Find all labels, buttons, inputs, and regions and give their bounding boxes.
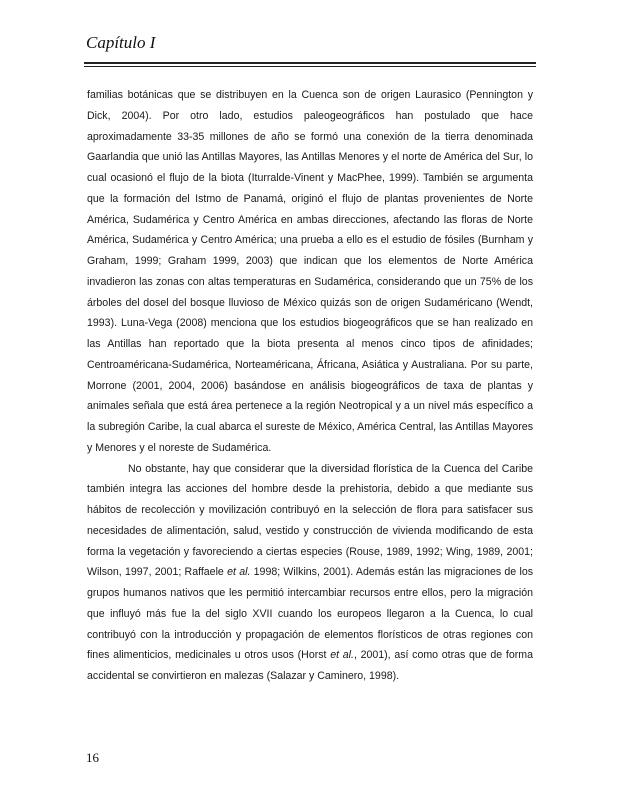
italic-run: et al. — [330, 649, 354, 662]
paragraph — [87, 85, 533, 459]
chapter-title: Capítulo I — [86, 33, 156, 52]
text-run: No obstante, hay que considerar que la diversidad florística de la Cuenca del Caribe también integra las acciones del hombre desde la prehistoria, debido a que mediante sus hábitos de recolección y movilización contribuyó en la selección de flora para satisfacer sus necesidades de alimentación, salud, vestido y construcción de vivienda modificando de esta forma la vegetación y favoreciendo a ciertas especies (Rouse, 1989, 1992; Wing, 1989, 2001; Wilson, 1997, 2001; Raffaele — [87, 462, 533, 579]
page-number: 16 — [86, 750, 99, 765]
header-rule-thin — [84, 66, 536, 67]
text-run: 1998; Wilkins, 2001). Además están las migraciones de los grupos humanos nativos que les permitió intercambiar recursos entre ellos, pero la migración que influyó más fue la del siglo XVII cuando los europeos llegaron a la Cuenca, lo cual contribuyó con la introducción y propagación de elementos florísticos de otras regiones con fines alimenticios, medicinales u otros usos (Horst — [87, 566, 534, 662]
body-text — [87, 85, 533, 687]
italic-run: et al. — [227, 566, 251, 579]
text-run: , 2001), así como otras que de forma accidental se convirtieron en malezas (Salazar y Caminero, 1998). — [87, 649, 533, 682]
text-run: familias botánicas que se distribuyen en la Cuenca son de origen Laurasico (Pennington y Dick, 2004). Por otro lado, estudios paleogeográficos han postulado que hace aproximadamente 33-35 millones de año se formó una conexión de la tierra denominada Gaarlandia que unió las Antillas Mayores, las Antillas Menores y el norte de América del Sur, lo cual ocasionó el flujo de la biota (Iturralde-Vinent y MacPhee, 1999). También se argumenta que la formación del Istmo de Panamá, originó el flujo de plantas provenientes de Norte América, Sudamérica y Centro América en ambas direcciones, afectando las floras de Norte América, Sudamérica y Centro América; una prueba a ello es el estudio de fósiles (Burnham y Graham, 1999; Graham 1999, 2003) que indican que los elementos de Norte América invadieron las zonas con altas temperaturas en Sudamérica, considerando que un 75% de los árboles del dosel del bosque lluvioso de México quizás son de origen Sudaméricano (Wendt, 1993). Luna-Vega (2008) menciona que los estudios biogeográficos que se han realizado en las Antillas han reportado que la biota presenta al menos cinco tipos de afinidades; Centroaméricana-Sudamérica, Norteaméricana, Áfricana, Asiática y Australiana. Por su parte, Morrone (2001, 2004, 2006) basándose en análisis biogeográficos de taxa de plantas y animales señala que está área pertenece a la región Neotropical y a un nivel más específico a la subregión Caribe, la cual abarca el sureste de México, América Central, las Antillas Mayores y Menores y el noreste de Sudamérica. — [87, 89, 533, 454]
paragraph — [87, 459, 533, 687]
header-rule-thick — [84, 62, 536, 64]
